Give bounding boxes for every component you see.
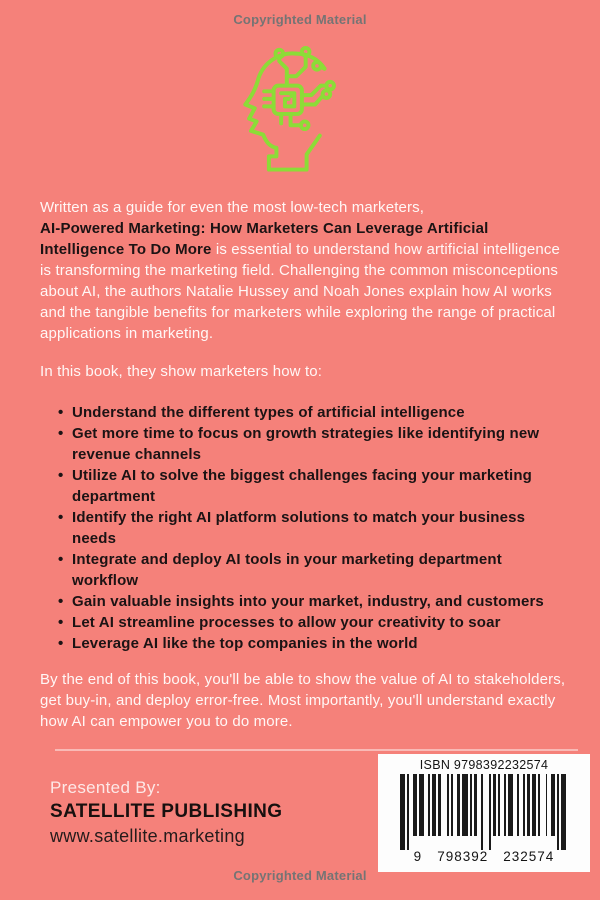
barcode-bars (378, 774, 590, 850)
benefit-item: • Let AI streamline processes to allow your creativity to soar (58, 612, 568, 633)
presented-by-label: Presented By: (50, 778, 161, 797)
ai-head-circuit-icon (234, 40, 366, 186)
publisher-name: SATELLITE PUBLISHING (50, 801, 283, 822)
benefit-item: • Understand the different types of artificial intelligence (58, 402, 568, 423)
isbn-label: ISBN 9798392232574 (419, 758, 549, 772)
benefit-item: • Leverage AI like the top companies in the world (58, 633, 568, 654)
intro-paragraph (40, 197, 568, 344)
closing-paragraph: By the end of this book, you'll be able to show the value of AI to stakeholders, get buy-in, and deploy error-free. Most importantly, you'll understand exactly how AI can empower you to do more. (40, 671, 566, 730)
benefit-item: • Identify the right AI platform solutions to match your business needs (58, 507, 568, 549)
intro-lead: Written as a guide for even the most low-tech marketers, (40, 199, 425, 216)
barcode-digit-group: 232574 (503, 849, 555, 864)
intro-rest: is essential to understand how artificial intelligence is transforming the marketing field. Challenging the common misconceptions about AI, the authors Natalie Hussey and Noah Jones explain how AI works and the tangible benefits for marketers while exploring the range of practical applications in marketing. (40, 241, 560, 342)
barcode-digits (378, 850, 590, 864)
barcode-digit-group: 798392 (437, 849, 489, 864)
copyright-watermark-bottom: Copyrighted Material (233, 868, 367, 883)
barcode-box (378, 754, 590, 872)
list-intro: In this book, they show marketers how to: (40, 363, 323, 380)
copyright-watermark-top: Copyrighted Material (233, 12, 367, 27)
back-cover-copy (40, 197, 568, 732)
benefit-item: • Utilize AI to solve the biggest challenges facing your marketing department (58, 465, 568, 507)
icon-container (0, 40, 600, 186)
book-title: AI-Powered Marketing: How Marketers Can Leverage Artificial Intelligence To Do More (40, 220, 489, 258)
publisher-website: www.satellite.marketing (50, 826, 245, 846)
benefit-item: • Get more time to focus on growth strategies like identifying new revenue channels (58, 423, 568, 465)
benefit-item: • Integrate and deploy AI tools in your marketing department workflow (58, 549, 568, 591)
publisher-block (50, 778, 282, 847)
footer-divider (55, 749, 578, 751)
benefits-list (58, 402, 568, 654)
barcode-digit-group: 9 (413, 849, 423, 864)
benefit-item: • Gain valuable insights into your market, industry, and customers (58, 591, 568, 612)
